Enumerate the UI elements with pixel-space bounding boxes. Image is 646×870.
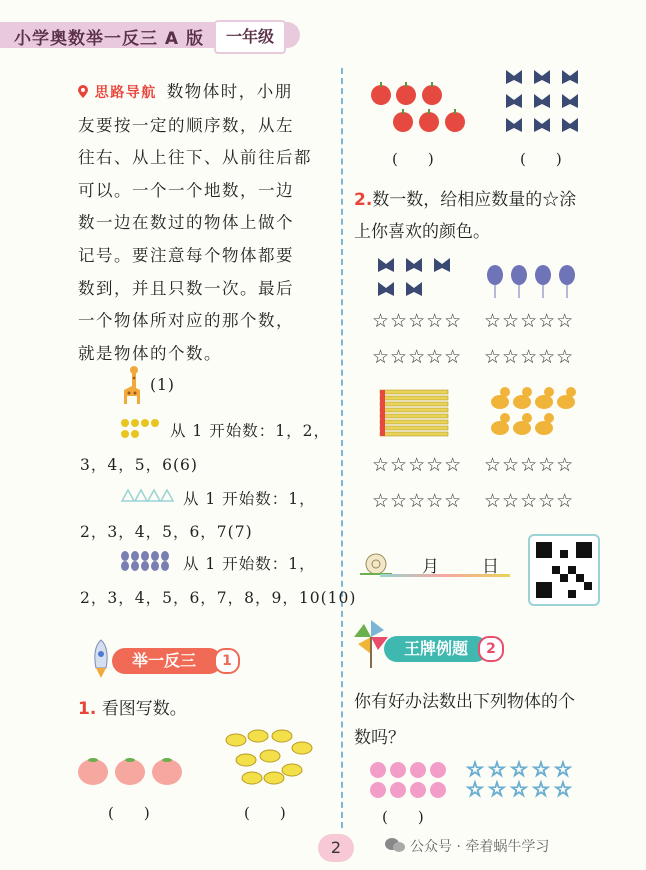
section-badge-right: 2 [478, 636, 504, 662]
example-2-line2: 数吗？ [354, 728, 405, 748]
pencils-icon [378, 388, 456, 440]
section-ribbon-left: 举一反三 [112, 648, 222, 674]
giraffe-icon [118, 366, 144, 406]
grade-label: 一年级 [214, 20, 286, 54]
star-row[interactable]: ☆☆☆☆☆ [372, 490, 463, 512]
guide-line: 往右、从上往下、从前往后都 [78, 148, 312, 168]
example-item-a-line2: 3，4，5，6(6) [80, 456, 198, 474]
butterflies-icon [504, 68, 582, 136]
butterflies-small-icon [376, 256, 462, 302]
balloons-icon [486, 264, 578, 300]
day-label: 日 [482, 557, 499, 577]
apples-icon [370, 80, 466, 136]
svg-text:☆: ☆ [488, 777, 506, 801]
svg-text:☆: ☆ [510, 777, 528, 801]
qr-code-icon[interactable] [536, 542, 592, 598]
answer-blank[interactable]: ( ) [244, 804, 286, 822]
answer-blank[interactable]: ( ) [520, 150, 562, 168]
question-number: 1. [78, 699, 97, 719]
example-item-b-line1: 从 1 开始数：1， [183, 490, 316, 508]
guide-label: 思路导航 [94, 85, 157, 101]
example-item-c-line1: 从 1 开始数：1， [183, 555, 316, 573]
answer-blank[interactable]: ( ) [108, 804, 150, 822]
guide-first-line [78, 76, 336, 110]
guide-line: 数到，并且只数一次。最后 [78, 278, 294, 298]
question-2 [354, 184, 624, 248]
svg-text:☆: ☆ [510, 757, 528, 781]
guide-line: 友要按一定的顺序数，从左 [78, 115, 294, 135]
svg-text:☆: ☆ [466, 757, 484, 781]
guide-line: 数一边在数过的物体上做个 [78, 213, 294, 233]
example-label: (1) [150, 376, 175, 394]
svg-text:☆: ☆ [554, 777, 572, 801]
book-title: 小学奥数举一反三 A 版 [14, 29, 204, 49]
star-row[interactable]: ☆☆☆☆☆ [372, 346, 463, 368]
question-1 [78, 694, 187, 719]
answer-blank[interactable]: ( ) [382, 808, 424, 826]
question-text-line1: 数一数，给相应数量的☆涂 [372, 190, 577, 210]
guide-line: 就是物体的个数。 [78, 343, 222, 363]
example-item-b-line2: 2，3，4，5，6，7(7) [80, 523, 253, 541]
star-row[interactable]: ☆☆☆☆☆ [484, 346, 575, 368]
example-2-line1: 你有好办法数出下列物体的个 [354, 692, 575, 712]
star-row[interactable]: ☆☆☆☆☆ [372, 310, 463, 332]
guide-line: 数物体时，小朋 [166, 82, 293, 101]
question-number: 2. [354, 190, 373, 210]
column-divider [341, 68, 343, 828]
ducks-icon [490, 384, 578, 440]
section-badge-left: 1 [214, 648, 240, 674]
chicks-icon [120, 418, 160, 440]
mushrooms-icon [222, 726, 314, 788]
month-label: 月 [422, 557, 439, 577]
example-item-c-line2: 2，3，4，5，6，7，8，9，10(10) [80, 589, 357, 607]
star-row[interactable]: ☆☆☆☆☆ [484, 490, 575, 512]
guide-line: 可以。一个一个地数，一边 [78, 180, 294, 200]
outline-stars-icon [466, 757, 578, 801]
guide-line: 一个物体所对应的那个数， [78, 311, 294, 331]
star-row[interactable]: ☆☆☆☆☆ [484, 310, 575, 332]
svg-text:☆: ☆ [554, 757, 572, 781]
star-row[interactable]: ☆☆☆☆☆ [372, 454, 463, 476]
section-ribbon-right: 王牌例题 [384, 636, 488, 662]
leaves-icon [120, 550, 172, 572]
thinking-guide [78, 76, 336, 370]
svg-text:☆: ☆ [488, 757, 506, 781]
page-number: 2 [318, 834, 354, 862]
star-row[interactable]: ☆☆☆☆☆ [484, 454, 575, 476]
watermark: 公众号 · 牵着蜗牛学习 [410, 839, 550, 855]
wechat-icon [384, 836, 406, 854]
peaches-icon [75, 756, 185, 786]
svg-text:☆: ☆ [532, 757, 550, 781]
location-pin-icon [78, 85, 88, 98]
example-2-question [354, 684, 634, 756]
question-text-line2: 上你喜欢的颜色。 [354, 222, 490, 242]
buttons-icon [368, 760, 460, 800]
answer-blank[interactable]: ( ) [392, 150, 434, 168]
svg-text:☆: ☆ [466, 777, 484, 801]
svg-text:☆: ☆ [532, 777, 550, 801]
pinwheel-icon [354, 620, 388, 668]
question-text: 看图写数。 [101, 699, 187, 719]
qr-code-frame[interactable] [528, 534, 600, 606]
rocket-icon [88, 640, 114, 678]
example-item-a-line1: 从 1 开始数：1，2， [170, 422, 330, 440]
triangles-icon [120, 487, 174, 503]
guide-line: 记号。要注意每个物体都要 [78, 245, 294, 265]
